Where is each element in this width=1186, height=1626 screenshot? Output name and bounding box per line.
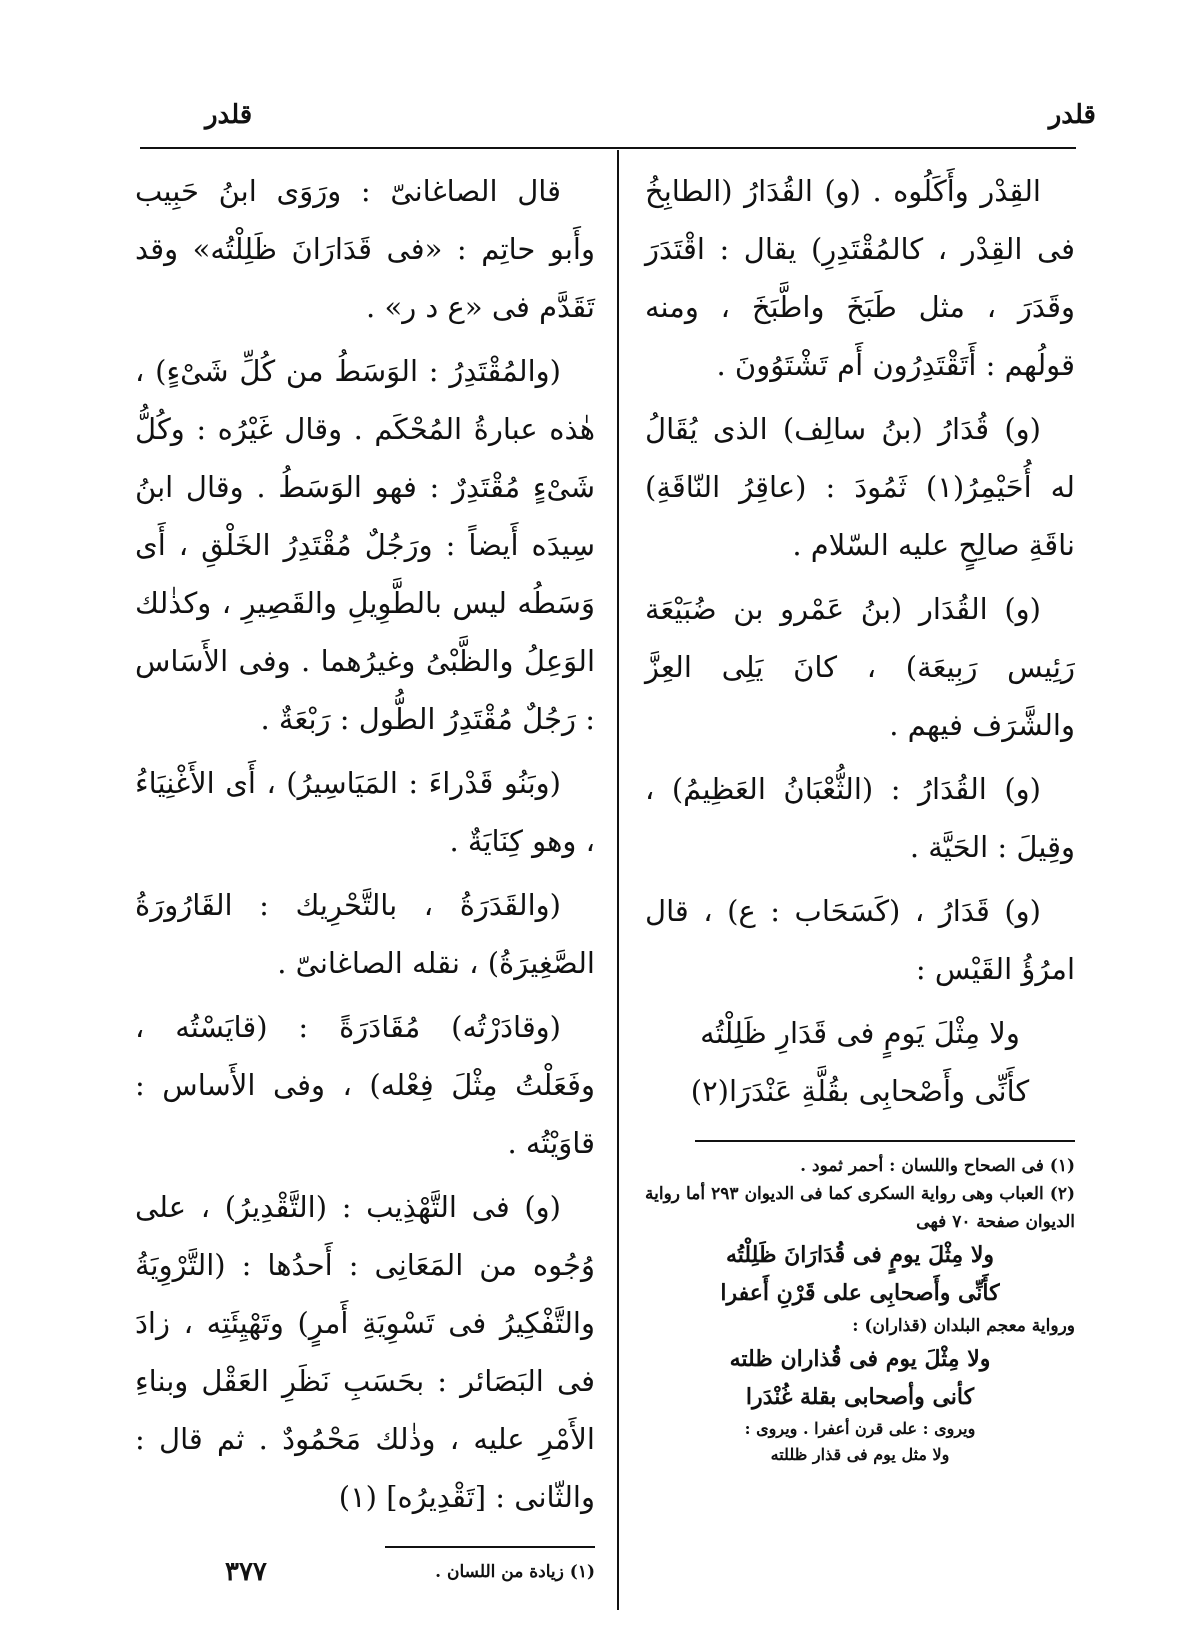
footnote-rule: [695, 1140, 1075, 1142]
right-paragraph: القِدْر وأَكَلُوه . (و) القُدَارُ (الطابِخُ فى القِدْر ، كالمُقْتَدِرِ) يقال : اقْتَدَرَ وقَدَرَ ، مثل طَبَخَ واطَّبَخَ ، ومنه قولُهم : أَتَقْتَدِرُون أَم تَشْتَوُونَ .: [645, 174, 1075, 382]
left-paragraph: قال الصاغانىّ : ورَوَى ابنُ حَبِيب وأَبو حاتِم : «فى قَدَارَانَ ظَلِلْتُه» وقد تَقَدَّم فى «ع د ر» .: [135, 174, 595, 324]
left-paragraph: (والمُقْتَدِرُ : الوَسَطُ من كُلِّ شَىْءٍ) ، هٰذه عبارةُ المُحْكَم . وقال غَيْرُه : وكُلُّ شَىْءٍ مُقْتَدِرٌ : فهو الوَسَطُ . وقال ابنُ سِيدَه أَيضاً : ورَجُلٌ مُقْتَدِرُ الخَلْقِ ، أَى وَسَطُه ليس بالطَّوِيلِ والقَصِيرِ ، وكذٰلك الوَعِلُ والظَّبْىُ وغيرُهما . وفى الأَسَاس : رَجُلٌ مُقْتَدِرُ الطُّول : رَبْعَةٌ .: [135, 354, 595, 736]
poem-verse-line: ولا مِثْلَ يَومٍ فى قَدَارِ ظَلِلْتُه: [700, 1016, 1020, 1050]
footnote-note: ويروى : على قرن أعفرا . ويروى :: [744, 1419, 976, 1438]
left-paragraph: (و) فى التَّهْذِيب : (التَّقْدِيرُ) ، على وُجُوه من المَعَانِى : أَحدُها : (التَّرْوِيَةُ والتَّفْكِيرُ فى تَسْوِيَةِ أَمرٍ) وتَهْيِئَتِه ، زادَ فى البَصَائر : بحَسَبِ نَظَرِ العَقْل وبناءِ الأَمْرِ عليه ، وذٰلك مَحْمُودٌ . ثم قال : والثّانى : [تَقْدِيرُه] (١): [135, 1190, 595, 1514]
footnote: (١) فى الصحاح واللسان : أحمر ثمود .: [800, 1156, 1075, 1176]
footnote-note: ورواية معجم البلدان (قذاران) :: [852, 1316, 1075, 1336]
right-paragraph: (و) القُدَارُ : (الثُّعْبَانُ العَظِيمُ) ، وقِيلَ : الحَيَّة .: [645, 772, 1075, 864]
left-paragraph: (وبَنُو قَدْراءَ : المَيَاسِيرُ) ، أَى الأَغْنِيَاءُ ، وهو كِنَايَةٌ .: [135, 766, 595, 858]
running-head-right: قلدر: [1048, 100, 1096, 130]
left-paragraph: (وقادَرْتُه) مُقَادَرَةً : (قايَسْتُه ، وفَعَلْتُ مِثْلَ فِعْله) ، وفى الأَساس : قاوَيْتُه .: [135, 1010, 595, 1160]
footnote-verse-line: ولا مِثْلَ يومٍ فى قُدَارَانَ ظَلِلْتُه: [725, 1242, 995, 1268]
right-paragraph: (و) قَدَارُ ، (كَسَحَاب : ع) ، قال امرُؤُ القَيْس :: [645, 894, 1075, 986]
footnote-verse-line: كأنى وأصحابى بقلة غُنْدَرا: [745, 1384, 975, 1410]
left-paragraph: (والقَدَرَةُ ، بالتَّحْرِيك : القَارُورَةُ الصَّغِيرَةُ) ، نقله الصاغانىّ .: [135, 888, 595, 980]
page-number: ٣٧٧: [225, 1557, 267, 1587]
poem-verse-line: كأَنِّى وأَصْحابِى بقُلَّةِ عَنْدَرَا(٢): [690, 1074, 1030, 1108]
right-column: [645, 162, 1075, 1468]
right-paragraph: (و) قُدَارُ (بنُ سالِف) الذى يُقَالُ له أُحَيْمِرُ(١) ثَمُودَ : (عاقِرُ النّاقَةِ) ناقَةِ صالِحٍ عليه السّلام .: [645, 412, 1076, 562]
footnote: (٢) العباب وهى رواية السكرى كما فى الديوان ٢٩٣ أما رواية الديوان صفحة ٧٠ فهى: [645, 1184, 1075, 1232]
footnote-note: ولا مثل يوم فى قذار ظللته: [770, 1445, 950, 1464]
right-paragraph: (و) القُدَار (بنُ عَمْرو بن ضُبَيْعَة رَئِيس رَبِيعَة) ، كانَ يَلِى العِزَّ والشَّرَف فيهم .: [645, 592, 1075, 742]
footnote-verse-line: كأَنِّى وأَصحابِى على قَرْنِ أَعفرا: [720, 1280, 1000, 1306]
footnote-rule: [385, 1546, 595, 1548]
column-divider: [617, 150, 619, 1610]
left-column: [135, 162, 595, 1586]
footnote: (١) زيادة من اللسان .: [435, 1562, 595, 1582]
header-rule: [140, 147, 1076, 149]
footnote-verse-line: ولا مِثْلَ يوم فى قُذاران ظلته: [729, 1346, 991, 1372]
running-head-left: قلدر: [205, 100, 253, 130]
